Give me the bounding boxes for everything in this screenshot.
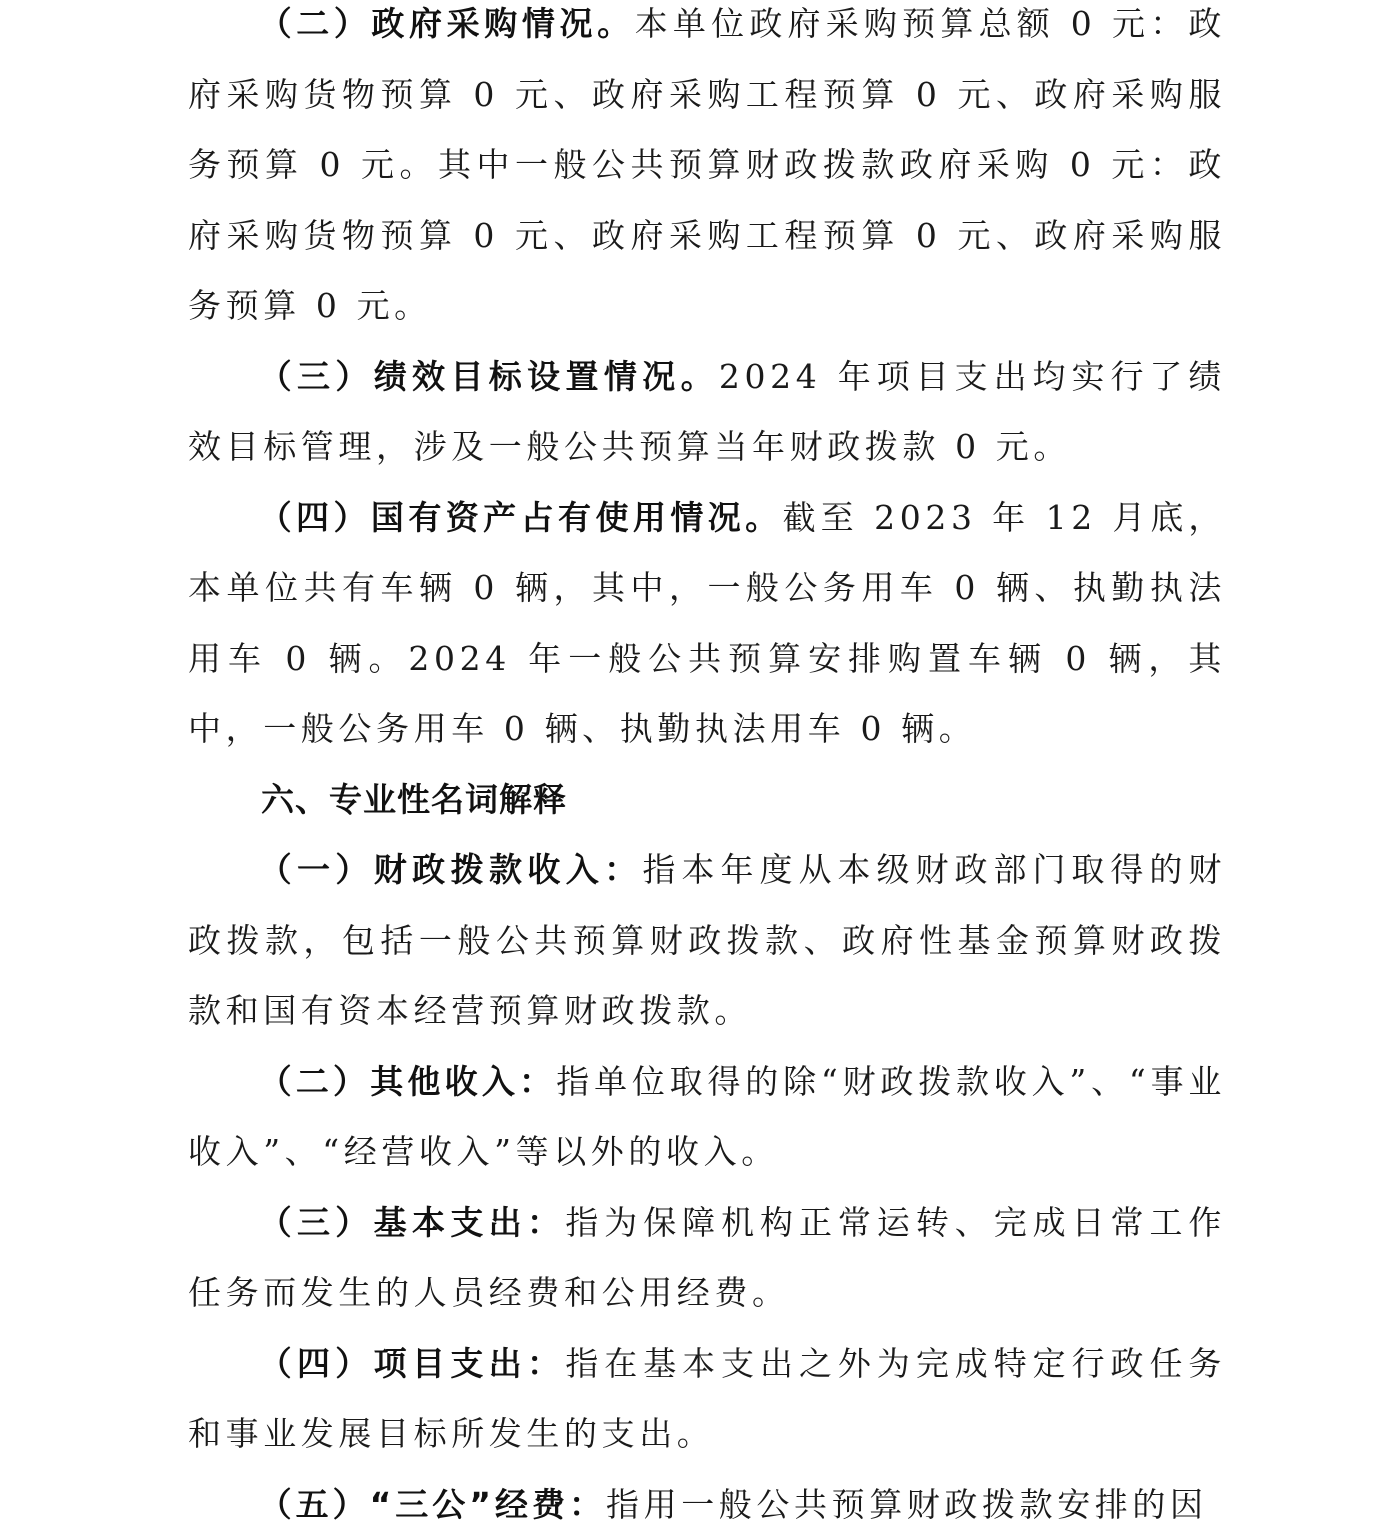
section-heading: 六、专业性名词解释 [188, 765, 1226, 836]
document-body [188, 0, 1226, 1540]
paragraph-government-procurement [188, 0, 1226, 342]
paragraph-lead: （四）国有资产占有使用情况。 [259, 498, 783, 537]
paragraph-performance-targets [188, 342, 1226, 483]
paragraph-text: 指本年度从本级财政部门取得的财政拨款，包括一般公共预算财政拨款、政府性基金预算财政拨款和国有资本经营预算财政拨款。 [188, 850, 1226, 1030]
paragraph-lead: （三）绩效目标设置情况。 [259, 357, 719, 396]
paragraph-basic-expenditure [188, 1188, 1226, 1329]
paragraph-text: 本单位政府采购预算总额 0 元：政府采购货物预算 0 元、政府采购工程预算 0 元、政府采购服务预算 0 元。其中一般公共预算财政拨款政府采购 0 元：政府采购货物预算 0 元、政府采购工程预算 0 元、政府采购服务预算 0 元。 [188, 4, 1226, 325]
paragraph-fiscal-appropriation-income [188, 835, 1226, 1047]
paragraph-lead: （二）政府采购情况。 [259, 4, 635, 43]
paragraph-text: 指用一般公共预算财政拨款安排的因 [606, 1485, 1208, 1524]
paragraph-text: 指在基本支出之外为完成特定行政任务和事业发展目标所发生的支出。 [188, 1344, 1226, 1454]
paragraph-lead: （二）其他收入： [259, 1062, 557, 1101]
paragraph-lead: （一）财政拨款收入： [259, 850, 643, 889]
paragraph-lead: （五）“三公”经费： [259, 1485, 606, 1524]
paragraph-lead: （四）项目支出： [259, 1344, 566, 1383]
paragraph-three-public-expenses [188, 1470, 1226, 1540]
paragraph-text: 指为保障机构正常运转、完成日常工作任务而发生的人员经费和公用经费。 [188, 1203, 1226, 1313]
paragraph-other-income [188, 1047, 1226, 1188]
paragraph-state-assets [188, 483, 1226, 765]
paragraph-lead: （三）基本支出： [259, 1203, 566, 1242]
paragraph-text: 截至 2023 年 12 月底，本单位共有车辆 0 辆，其中，一般公务用车 0 辆、执勤执法用车 0 辆。2024 年一般公共预算安排购置车辆 0 辆，其中，一般公务用车 0 辆、执勤执法用车 0 辆。 [188, 498, 1226, 749]
paragraph-text: 2024 年项目支出均实行了绩效目标管理，涉及一般公共预算当年财政拨款 0 元。 [188, 357, 1226, 467]
paragraph-text: 指单位取得的除“财政拨款收入”、“事业收入”、“经营收入”等以外的收入。 [188, 1062, 1226, 1172]
paragraph-project-expenditure [188, 1329, 1226, 1470]
